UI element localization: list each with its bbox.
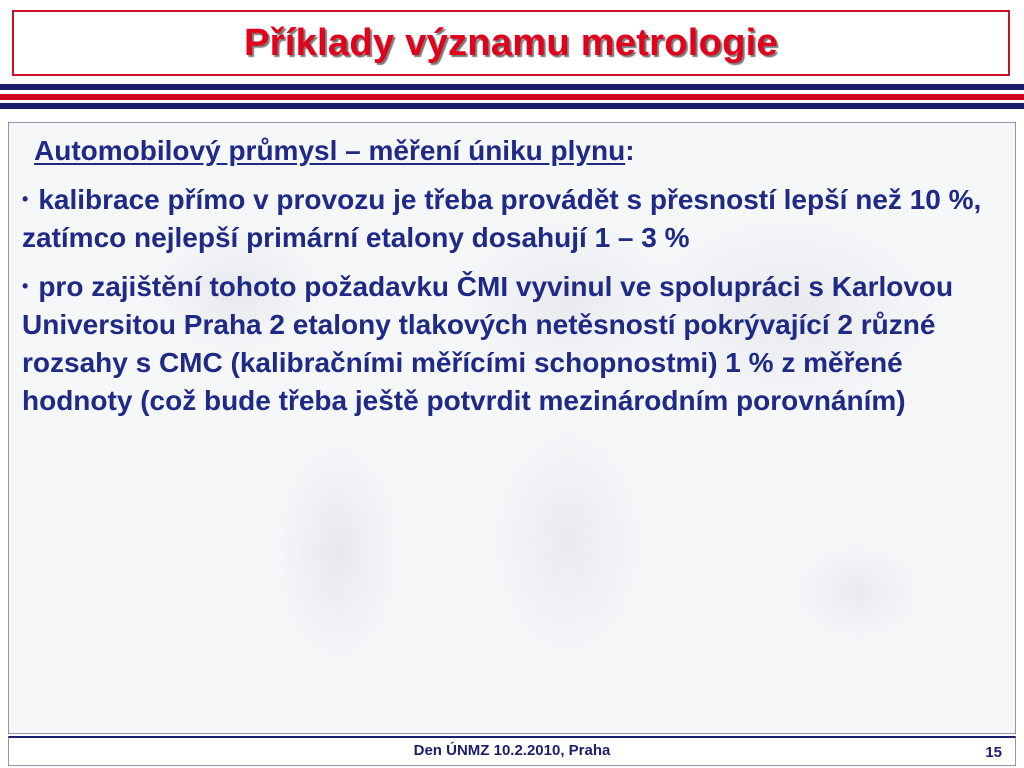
bullet-text-2: pro zajištění tohoto požadavku ČMI vyvinul ve spolupráci s Karlovou Universitou Praha 2 etalony tlakových netěsností pokrývající 2 různé rozsahy s CMC (kalibračními měřícími schopnostmi) 1 % z měřené hodnoty (což bude třeba ještě potvrdit mezinárodním porovnáním) xyxy=(22,271,954,416)
stripe-navy-bottom xyxy=(0,103,1024,109)
bullet-item-2 xyxy=(22,267,997,420)
footer-text: Den ÚNMZ 10.2.2010, Praha xyxy=(413,742,611,759)
title-box xyxy=(12,10,1010,76)
bullet-item-1 xyxy=(22,180,997,257)
stripe-navy-top xyxy=(0,84,1024,90)
bullet-dot-icon: • xyxy=(22,189,29,209)
bullet-text-1: kalibrace přímo v provozu je třeba provádět s přesností lepší než 10 %, zatímco nejlepší primární etalony dosahují 1 – 3 % xyxy=(22,184,982,253)
slide-content xyxy=(22,132,997,430)
section-heading-colon: : xyxy=(625,135,635,166)
section-heading-underlined: Automobilový průmysl – měření úniku plynu xyxy=(34,135,626,166)
bullet-dot-icon: • xyxy=(22,276,29,296)
slide-title: Příklady významu metrologie xyxy=(244,21,778,64)
header-stripes xyxy=(0,84,1024,110)
page-number: 15 xyxy=(985,744,1002,761)
section-heading xyxy=(34,132,997,170)
